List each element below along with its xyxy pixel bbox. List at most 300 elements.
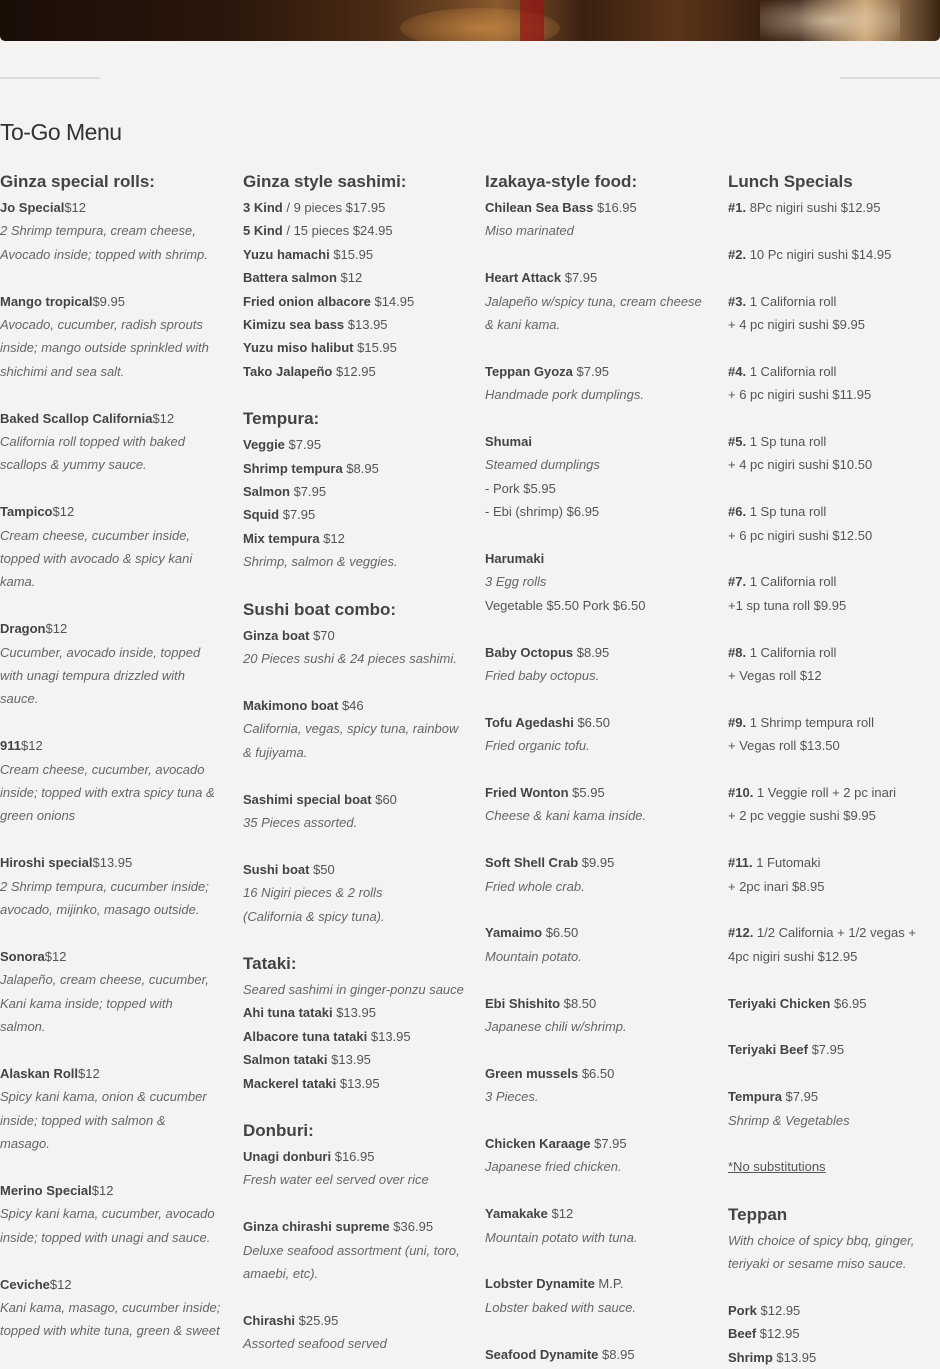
menu-item-title [0, 407, 220, 430]
lunch-special-line [728, 196, 940, 219]
lunch-special-text: + 4 pc nigiri sushi $10.50 [728, 457, 873, 473]
menu-item-title [243, 788, 463, 811]
item-description [243, 811, 463, 834]
item-description [485, 1085, 705, 1108]
lunch-special-number: #11. [728, 855, 753, 871]
item-description [0, 992, 220, 1015]
lunch-special-number: #4. [728, 363, 747, 379]
section-heading-sashimi: Ginza style sashimi: [243, 172, 407, 191]
item-price: $5.95 [568, 785, 605, 801]
item-description-text: masago. [0, 1136, 50, 1152]
menu-item-title [243, 1001, 463, 1024]
item-price: $60 [371, 791, 397, 807]
lunch-special-number: #7. [728, 574, 747, 590]
item-name: Yamaimo [485, 925, 543, 941]
item-detail: Vegetable $5.50 Pork $6.50 [485, 597, 646, 613]
item-description [728, 1109, 940, 1132]
item-description [485, 1296, 705, 1319]
lunch-special-line [728, 594, 940, 617]
menu-item-title [0, 734, 220, 757]
item-description [0, 243, 220, 266]
item-name: Yuzu miso halibut [243, 340, 354, 356]
menu-item-title [728, 1299, 940, 1322]
menu-item-title [485, 641, 705, 664]
item-description-text: Deluxe seafood assortment (uni, toro, [243, 1242, 460, 1258]
item-name: Heart Attack [485, 270, 562, 286]
item-description [485, 875, 705, 898]
item-price: M.P. [594, 1276, 624, 1292]
lunch-special-text: 10 Pc nigiri sushi $14.95 [746, 246, 892, 262]
item-name: Sonora [0, 948, 45, 964]
item-description-text: avocado, mijinko, masago outside. [0, 902, 200, 918]
item-name: Jo Special [0, 200, 65, 215]
item-description [0, 219, 220, 242]
item-description [0, 641, 220, 664]
item-detail: - Pork $5.95 [485, 480, 556, 496]
item-description-text: Lobster baked with sauce. [485, 1299, 637, 1315]
item-name: Ceviche [0, 1276, 50, 1292]
item-detail: - Ebi (shrimp) $6.95 [485, 504, 600, 520]
item-description-text: shichimi and sea salt. [0, 363, 125, 379]
lunch-special-text: +1 sp tuna roll $9.95 [728, 597, 847, 613]
item-name: Harumaki [485, 551, 545, 567]
item-price: $12 [78, 1065, 100, 1081]
item-price: $9.95 [92, 293, 125, 309]
item-description [0, 360, 220, 383]
item-description-text: 35 Pieces assorted. [243, 814, 358, 830]
item-description [485, 313, 705, 336]
item-price: $8.95 [342, 460, 379, 476]
item-description [485, 570, 705, 593]
item-price: $13.95 [327, 1052, 371, 1068]
item-description-text: 3 Pieces. [485, 1089, 539, 1105]
item-name: Salmon tataki [243, 1052, 328, 1068]
menu-item-title [485, 1202, 705, 1225]
item-name: Chilean Sea Bass [485, 200, 594, 215]
item-description [485, 1015, 705, 1038]
item-name: Baked Scallop California [0, 410, 153, 426]
item-description-text: inside; topped with salmon & [0, 1112, 166, 1128]
item-description-text: Assorted seafood served [243, 1336, 387, 1352]
menu-item-title [243, 219, 463, 242]
lunch-special-text: + 6 pc nigiri sushi $12.50 [728, 527, 873, 543]
item-description [0, 1085, 220, 1108]
item-name: Fried onion albacore [243, 293, 371, 309]
item-description-text: topped with white tuna, green & sweet [0, 1323, 220, 1339]
lunch-special-line [728, 243, 940, 266]
menu-item-title [243, 694, 463, 717]
menu-item-title [728, 1085, 940, 1108]
divider-right [840, 77, 940, 79]
lunch-special-number: #10. [728, 785, 754, 801]
item-name: Mackerel tataki [243, 1075, 337, 1091]
item-description [0, 1319, 220, 1342]
item-price: $7.95 [279, 507, 316, 523]
item-name: Albacore tuna tataki [243, 1028, 368, 1044]
item-name: Ebi Shishito [485, 995, 561, 1011]
item-price: $6.95 [830, 995, 867, 1011]
lunch-special-number: #3. [728, 293, 747, 309]
item-description [0, 313, 220, 336]
item-price: $8.95 [573, 644, 610, 660]
lunch-special-text: 1 Sp tuna roll [746, 434, 827, 449]
item-description [0, 664, 220, 687]
menu-item-title [243, 1025, 463, 1048]
section-heading-special-rolls: Ginza special rolls: [0, 172, 155, 191]
item-description-text: & kani kama. [485, 317, 561, 333]
lunch-special-text: 1 California roll [746, 363, 837, 379]
item-name: Kimizu sea bass [243, 317, 345, 333]
lunch-special-text: 1 Shrimp tempura roll [746, 714, 874, 730]
item-price: $15.95 [353, 340, 397, 356]
lunch-special-line [728, 945, 940, 968]
item-description [485, 1155, 705, 1178]
item-price: $13.95 [344, 317, 388, 333]
lunch-special-number: #5. [728, 434, 747, 449]
item-name: Chirashi [243, 1312, 296, 1328]
item-price: $14.95 [370, 293, 415, 309]
item-price: $25.95 [295, 1312, 339, 1328]
item-name: Tampico [0, 504, 53, 520]
menu-item-title [0, 500, 220, 523]
item-description-text: 3 Egg rolls [485, 574, 547, 590]
item-name: Makimono boat [243, 697, 339, 713]
item-description [0, 453, 220, 476]
lunch-special-line [728, 875, 940, 898]
item-description [0, 1296, 220, 1319]
item-description-text: & fujiyama. [243, 744, 308, 760]
menu-item-title [243, 480, 463, 503]
lunch-special-text: 1 Sp tuna roll [746, 504, 827, 520]
menu-item-title [485, 266, 705, 289]
item-description-text: California roll topped with baked [0, 434, 185, 450]
item-description [0, 430, 220, 453]
column-special-rolls [0, 168, 220, 1343]
item-description-text: green onions [0, 808, 76, 824]
item-description-text: Fresh water eel served over rice [243, 1172, 429, 1188]
item-description-text: Steamed dumplings [485, 457, 600, 473]
menu-item-title [243, 196, 463, 219]
item-description-text: Kani kama inside; topped with [0, 995, 173, 1011]
menu-item-title [728, 1038, 940, 1061]
item-name: Yamakake [485, 1206, 548, 1222]
lunch-special-text: 1 California roll [746, 644, 837, 660]
item-description [485, 219, 705, 242]
lunch-special-line [728, 711, 940, 734]
item-description-text: Fried whole crab. [485, 878, 585, 894]
item-name: Dragon [0, 621, 46, 637]
item-name: 3 Kind [243, 200, 283, 215]
section-heading-donburi: Donburi: [243, 1120, 314, 1140]
item-description [0, 968, 220, 991]
menu-item-title [243, 266, 463, 289]
item-price: $9.95 [578, 855, 615, 871]
no-substitutions-note [728, 1155, 940, 1178]
item-description [485, 734, 705, 757]
lunch-special-line [728, 430, 940, 453]
lunch-special-line [728, 921, 940, 944]
item-name: Hiroshi special [0, 855, 93, 871]
lunch-special-text: + 2 pc veggie sushi $9.95 [728, 808, 876, 824]
item-description-text: scallops & yummy sauce. [0, 457, 147, 473]
lunch-special-text: + Vegas roll $12 [728, 668, 822, 684]
item-price: $12 [44, 948, 67, 964]
item-price: $12 [64, 200, 87, 215]
tempura-note [243, 550, 463, 573]
column-izakaya [485, 168, 705, 1366]
menu-item-title [485, 781, 705, 804]
menu-item-title [243, 433, 463, 456]
item-price: $12 [91, 1182, 114, 1198]
item-description [0, 898, 220, 921]
item-price: $12 [49, 1276, 72, 1292]
item-description-text: Avocado, cucumber, radish sprouts [0, 317, 203, 333]
item-price: $7.95 [781, 1089, 819, 1105]
menu-item-title [0, 1062, 220, 1085]
lunch-special-line [728, 641, 940, 664]
item-description-text: Mountain potato. [485, 948, 582, 964]
menu-item-title [485, 196, 705, 219]
item-description [485, 383, 705, 406]
item-description [0, 1202, 220, 1225]
item-name: Squid [243, 507, 280, 523]
lunch-special-line [728, 664, 940, 687]
item-price: $13.95 [367, 1028, 411, 1044]
menu-item-title [0, 1179, 220, 1202]
item-price: $13.95 [772, 1349, 817, 1365]
lunch-special-text: 4pc nigiri sushi $12.95 [728, 948, 858, 964]
lunch-special-number: #9. [728, 714, 747, 730]
item-description-text: Cream cheese, cucumber, avocado [0, 761, 205, 777]
item-name: Veggie [243, 437, 285, 453]
item-price: $13.95 [332, 1005, 376, 1021]
item-name: Ginza boat [243, 627, 310, 643]
item-price: $6.50 [542, 925, 579, 941]
item-description [243, 1332, 463, 1355]
lunch-special-line [728, 500, 940, 523]
lunch-special-line [728, 851, 940, 874]
item-price: $12 [152, 410, 175, 426]
page-title: To-Go Menu [0, 119, 122, 145]
menu-item-title [485, 547, 705, 570]
menu-item-title [243, 1215, 463, 1238]
item-price: $12 [319, 530, 345, 546]
item-description-text: 16 Nigiri pieces & 2 rolls [243, 885, 383, 901]
menu-item-title [728, 1346, 940, 1369]
lunch-special-text: 1 California roll [746, 293, 837, 309]
menu-item-title [485, 1272, 705, 1295]
item-name: Pork [728, 1303, 757, 1319]
item-description [0, 336, 220, 359]
item-description-text: sauce. [0, 691, 39, 707]
item-description-text: inside; topped with unagi and sauce. [0, 1229, 211, 1245]
lunch-special-text: 8Pc nigiri sushi $12.95 [746, 200, 881, 215]
item-description-text: Cheese & kani kama inside. [485, 808, 647, 824]
item-name: Teppan Gyoza [485, 363, 573, 379]
item-price: $12 [45, 621, 68, 637]
item-description-text: inside; topped with extra spicy tuna & [0, 785, 215, 801]
item-price: $16.95 [331, 1148, 375, 1164]
menu-item-title [0, 851, 220, 874]
menu-item-title [728, 1322, 940, 1345]
item-name: Tako Jalapeño [243, 363, 333, 379]
item-description-text: Cream cheese, cucumber inside, [0, 527, 191, 543]
item-name: Sashimi special boat [243, 791, 372, 807]
lunch-special-line [728, 453, 940, 476]
lunch-special-number: #2. [728, 246, 747, 262]
item-price: $15.95 [329, 246, 374, 262]
item-description [0, 547, 220, 570]
menu-item-title [243, 624, 463, 647]
item-name: Tempura [728, 1089, 782, 1105]
lunch-special-text: + Vegas roll $13.50 [728, 738, 840, 754]
item-description-text: (California & spicy tuna). [243, 908, 385, 924]
item-description-text: Fried baby octopus. [485, 668, 600, 684]
item-description-text: Japanese chili w/shrimp. [485, 1019, 627, 1035]
item-description [0, 687, 220, 710]
item-description-text: With choice of spicy bbq, ginger, [728, 1232, 915, 1248]
lunch-special-number: #8. [728, 644, 747, 660]
item-price: $7.95 [289, 484, 327, 500]
menu-item-title [485, 430, 705, 453]
item-price: / 15 pieces $24.95 [282, 223, 393, 239]
lunch-special-text: + 6 pc nigiri sushi $11.95 [728, 387, 872, 403]
menu-item-title [485, 711, 705, 734]
item-name: Unagi donburi [243, 1148, 332, 1164]
item-description-text: Spicy kani kama, cucumber, avocado [0, 1206, 215, 1222]
section-heading-lunch-specials: Lunch Specials [728, 172, 853, 191]
item-price: $6.50 [573, 714, 610, 730]
item-price: $50 [309, 861, 335, 877]
menu-item-title [243, 527, 463, 550]
tempura-note-text: Shrimp, salmon & veggies. [243, 554, 398, 570]
item-price: $16.95 [593, 200, 637, 215]
menu-item-title [485, 921, 705, 944]
item-name: Shumai [485, 434, 532, 450]
item-description-text: 20 Pieces sushi & 24 pieces sashimi. [243, 651, 457, 667]
item-name: Yuzu hamachi [243, 246, 330, 262]
item-price: $6.50 [578, 1065, 615, 1081]
item-description [243, 717, 463, 740]
item-name: 5 Kind [243, 223, 283, 239]
item-name: Shrimp tempura [243, 460, 343, 476]
menu-item-title [243, 1048, 463, 1071]
item-description-text: Shrimp & Vegetables [728, 1112, 850, 1128]
item-price: $12 [20, 738, 43, 754]
item-description-text: Miso marinated [485, 223, 574, 239]
item-description [0, 570, 220, 593]
lunch-special-line [728, 570, 940, 593]
item-description-text: Jalapeño w/spicy tuna, cream cheese [485, 293, 702, 309]
column-lunch-specials [728, 168, 940, 1369]
menu-item-title [485, 1062, 705, 1085]
lunch-special-number: #6. [728, 504, 747, 520]
item-price: $12.95 [332, 363, 376, 379]
item-price: $12 [52, 504, 75, 520]
item-price: $7.95 [561, 270, 598, 286]
lunch-special-line [728, 313, 940, 336]
item-description-text: salmon. [0, 1019, 46, 1035]
item-name: 911 [0, 738, 21, 754]
item-description-text: topped with avocado & spicy kani [0, 551, 193, 567]
item-description-text: 2 Shrimp tempura, cucumber inside; [0, 878, 209, 894]
column-sashimi [243, 168, 463, 1356]
item-name: Chicken Karaage [485, 1136, 591, 1152]
item-name: Teriyaki Beef [728, 1042, 808, 1058]
item-description-text: inside; mango outside sprinkled with [0, 340, 209, 356]
item-name: Green mussels [485, 1065, 579, 1081]
section-heading-sushi-boat: Sushi boat combo: [243, 599, 396, 619]
item-price: $7.95 [572, 363, 610, 379]
item-description [0, 1132, 220, 1155]
item-name: Shrimp [728, 1349, 773, 1365]
menu-item-title [243, 243, 463, 266]
item-name: Alaskan Roll [0, 1065, 79, 1081]
lunch-special-text: 1 Futomaki [752, 855, 821, 871]
menu-item-title [0, 290, 220, 313]
menu-item-title [485, 360, 705, 383]
tataki-note-text: Seared sashimi in ginger-ponzu sauce [243, 981, 464, 997]
lunch-special-text: + 2pc inari $8.95 [728, 878, 825, 894]
menu-item-title [243, 1072, 463, 1095]
item-description [0, 1226, 220, 1249]
item-name: Mango tropical [0, 293, 93, 309]
item-name: Tofu Agedashi [485, 714, 574, 730]
item-name: Salmon [243, 484, 290, 500]
item-description [728, 1252, 940, 1275]
section-heading-tempura: Tempura: [243, 409, 320, 429]
item-price: $13.95 [92, 855, 133, 871]
menu-item-title [0, 617, 220, 640]
item-description-text: amaebi, etc). [243, 1265, 319, 1281]
item-description-text: California, vegas, spicy tuna, rainbow [243, 721, 459, 737]
item-price: $36.95 [389, 1219, 434, 1235]
menu-item-title [0, 196, 220, 219]
section-heading-teppan: Teppan [728, 1204, 788, 1224]
item-description-text: teriyaki or sesame miso sauce. [728, 1256, 907, 1272]
item-name: Baby Octopus [485, 644, 574, 660]
item-description [243, 905, 463, 928]
item-price: $12 [547, 1206, 574, 1222]
menu-item-title [728, 992, 940, 1015]
item-description-text: Japanese fried chicken. [485, 1159, 622, 1175]
item-description [243, 741, 463, 764]
item-price: $7.95 [284, 437, 322, 453]
lunch-special-line [728, 360, 940, 383]
menu-item-title [243, 1309, 463, 1332]
lunch-special-line [728, 383, 940, 406]
item-name: Beef [728, 1326, 757, 1342]
menu-item-title [0, 1273, 220, 1296]
menu-item-title [243, 858, 463, 881]
item-description [243, 1239, 463, 1262]
item-description [728, 1229, 940, 1252]
item-description-text: Kani kama, masago, cucumber inside; [0, 1299, 221, 1315]
item-description [485, 804, 705, 827]
item-description-text: Avocado inside; topped with shrimp. [0, 246, 208, 262]
item-price: $7.95 [590, 1136, 627, 1152]
item-price: $8.95 [598, 1346, 635, 1362]
item-price: $70 [309, 627, 335, 643]
item-price: $7.95 [807, 1042, 845, 1058]
item-description [0, 524, 220, 547]
divider-left [0, 77, 100, 79]
item-description [485, 290, 705, 313]
section-heading-tataki: Tataki: [243, 953, 297, 973]
item-description [485, 945, 705, 968]
lunch-special-text: 1/2 California + 1/2 vegas + [753, 925, 916, 941]
item-name: Merino Special [0, 1182, 92, 1198]
